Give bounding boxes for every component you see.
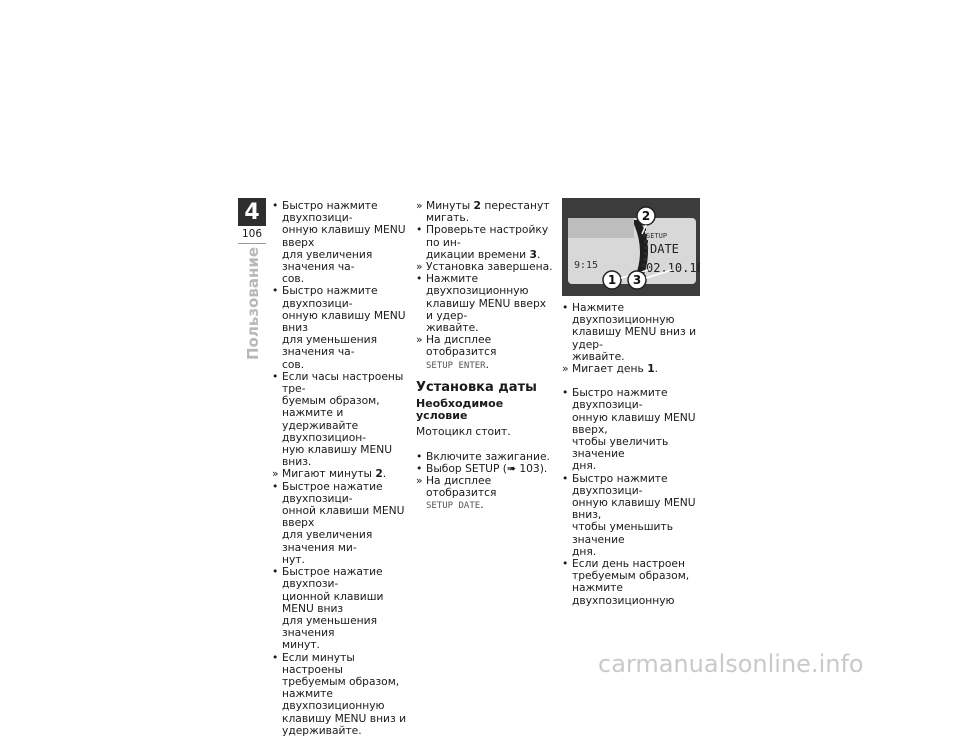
instruction-step [272,371,410,469]
display-date-value: 02.10.18 [646,261,700,275]
instruction-step [416,224,554,261]
instruction-step [272,566,410,651]
page-number: 106 [241,228,263,240]
reference-number: 3 [529,247,537,261]
instruction-step [562,302,700,363]
display-time-value: 9:15 [574,260,599,271]
step-text: Мигают минуты [282,467,376,481]
step-text: Если минуты настроены требуемым образом, нажмите двухпозиционную клавишу MENU вниз и удерживайте. [282,650,407,737]
display-date-text: DATE [650,242,679,256]
step-text: Если часы настроены тре- буемым образом, нажмите и удерживайте двухпозицион- ную клавишу MENU вниз. [282,369,404,469]
result-arrow-mark: » [416,474,423,488]
subheading-precondition: Необходимое условие [416,397,504,423]
instruction-step [562,387,700,472]
bullet-mark: • [272,650,279,664]
precondition-text: Мотоцикл стоит. [416,425,511,439]
step-text: Установка завершена. [426,260,553,274]
step-text: Быстро нажмите двухпозици- онную клавишу MENU вверх, чтобы увеличить значение дня. [572,386,696,473]
instrument-display-image [562,198,700,296]
step-text: Если день настроен требуемым образом, нажмите двухпозиционную [572,557,690,607]
step-text: Нажмите двухпозиционную клавишу MENU вверх и удер- живайте. [426,272,547,335]
instruction-step [272,652,410,737]
bullet-mark: • [562,386,569,400]
step-text-tail: . [485,357,490,371]
bullet-mark: • [562,301,569,314]
section-title: Пользование [244,246,262,360]
step-text: Нажмите двухпозиционную клавишу MENU вниз и удер- живайте. [572,301,697,363]
bullet-mark: • [272,479,279,493]
step-text: Выбор SETUP (➠ 103). [426,461,548,475]
chapter-number: 4 [238,198,266,226]
step-text: Минуты [426,199,474,212]
step-text: Мигает день [572,362,648,376]
bullet-mark: • [562,471,569,485]
result-line [416,334,554,372]
result-arrow-mark: » [416,333,423,347]
bullet-mark: • [272,369,279,383]
step-text-tail: перестанут мигать. [426,199,550,225]
step-text: Быстро нажмите двухпозици- онную клавишу MENU вверх для увеличения значения ча- сов. [282,199,406,286]
bullet-mark: • [272,284,279,298]
result-arrow-mark: » [416,260,423,274]
instruction-step [272,481,410,566]
col2-steps-bottom [416,451,554,513]
step-text: Быстрое нажатие двухпози- ционной клавиши MENU вниз для уменьшения значения минут. [282,565,384,652]
bullet-mark: • [416,272,423,286]
display-message: SETUP DATE [426,501,481,512]
column-2 [416,200,554,513]
bullet-mark: • [562,557,569,571]
reference-number: 1 [647,362,655,376]
bullet-mark: • [272,565,279,579]
result-line [416,200,554,224]
step-text-tail: . [382,467,387,481]
display-figure [562,198,700,296]
instruction-step [416,273,554,334]
result-arrow-mark: » [416,199,423,212]
bullet-mark: • [416,223,423,237]
heading-set-date: Установка даты [416,379,537,395]
watermark: carmanualsonline.info [598,650,864,678]
step-text: Проверьте настройку по ин- дикации времени [426,223,549,261]
step-text-tail: . [480,498,484,512]
instruction-step [272,285,410,370]
instruction-step [272,200,410,285]
step-text: Включите зажигание. [426,449,550,463]
result-line [562,363,700,375]
callout-3: 3 [632,273,642,287]
col2-steps-top [416,200,554,372]
reference-number: 2 [473,199,481,212]
bullet-mark: • [416,461,423,475]
instruction-step [562,473,700,558]
reference-number: 2 [375,467,383,481]
result-arrow-mark: » [562,362,569,376]
bullet-mark: • [416,449,423,463]
column-3 [562,302,700,607]
step-text: Быстро нажмите двухпозици- онную клавишу MENU вниз, чтобы уменьшить значение дня. [572,471,696,558]
instruction-step [562,558,700,607]
column-1 [272,200,410,737]
step-text: Быстрое нажатие двухпозици- онной клавиши MENU вверх для увеличения значения ми- нут. [282,479,405,566]
chapter-divider [238,243,266,244]
step-text: На дисплее отобразится [426,474,497,500]
result-line [416,475,554,513]
display-message: SETUP ENTER [426,360,486,371]
callout-1: 1 [607,273,617,287]
step-text: На дисплее отобразится [426,333,497,359]
display-setup-text: SETUP [646,232,668,240]
step-text-tail: . [654,362,659,376]
step-text: Быстро нажмите двухпозици- онную клавишу MENU вниз для уменьшения значения ча- сов. [282,284,406,371]
callout-2: 2 [641,209,651,223]
result-arrow-mark: » [272,467,279,481]
bullet-mark: • [272,199,279,212]
step-text-tail: . [536,247,541,261]
